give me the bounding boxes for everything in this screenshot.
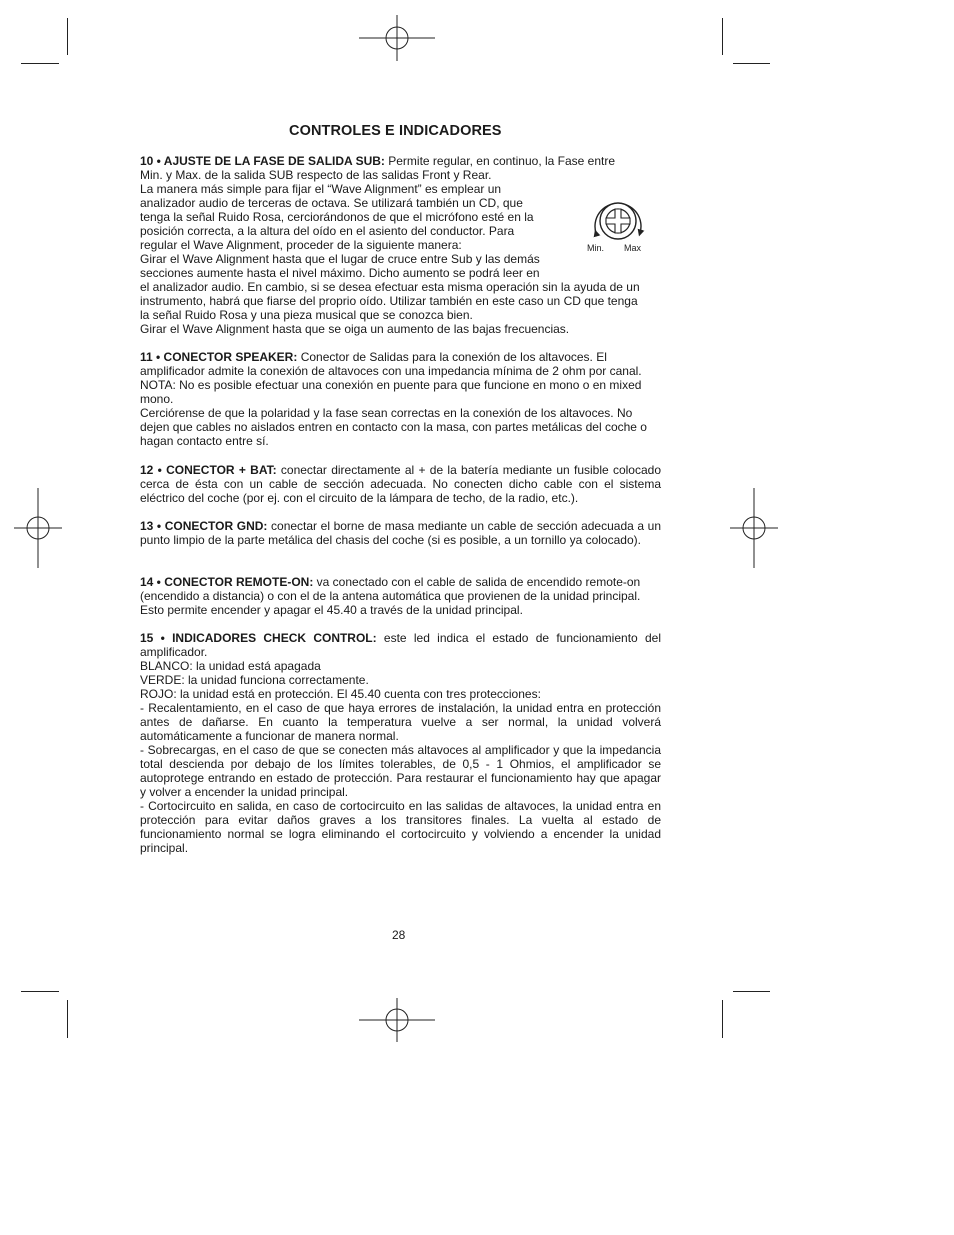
section-10-line: regular el Wave Alignment, proceder de la siguiente manera: <box>140 238 462 252</box>
section-12 <box>140 463 661 505</box>
section-13-heading: 13 • CONECTOR GND: <box>140 519 268 533</box>
section-11-paragraph: Cerciórense de que la polaridad y la fase sean correctas en la conexión de los altavoces. No dejen que cables no aislados entren en contacto con la masa, con partes metálicas del coche o hagan contacto entre sí. <box>140 406 647 448</box>
section-11-paragraph: 11 • CONECTOR SPEAKER: Conector de Salidas para la conexión de los altavoces. El amplificador admite la conexión de altavoces con una impedancia mínima de 2 ohm por canal. <box>140 350 642 378</box>
section-10-line: Girar el Wave Alignment hasta que el lugar de cruce entre Sub y las demás <box>140 252 540 266</box>
registration-mark-left <box>14 488 62 568</box>
section-10-line: posición correcta, a la altura del oído en el asiento del conductor. Para <box>140 224 515 238</box>
section-12-paragraph: 12 • CONECTOR + BAT: conectar directamente al + de la batería mediante un fusible colocado cerca de ésta con un cable de sección adecuada. No conecten dicho cable con el sistema eléctrico del coche (por ej. con el circuito de la lámpara de techo, de la radio, etc.). <box>140 463 662 505</box>
section-10-line: analizador audio de terceras de octava. Se utilizará también un CD, que <box>140 196 523 210</box>
section-11 <box>140 350 661 448</box>
section-15 <box>140 631 661 855</box>
crop-mark <box>67 1000 68 1038</box>
crop-mark <box>722 18 723 55</box>
crop-mark <box>733 63 770 64</box>
section-10-line: instrumento, habrá que fiarse del proprio oído. Utilizar también en este caso un CD que tenga <box>140 294 638 308</box>
crop-mark <box>67 18 68 55</box>
section-13 <box>140 519 661 547</box>
knob-icon <box>583 195 653 257</box>
knob-min-label: Min. <box>587 243 605 253</box>
status-green: VERDE: la unidad funciona correctamente. <box>140 673 369 687</box>
registration-mark-right <box>730 488 778 568</box>
section-14-heading: 14 • CONECTOR REMOTE-ON: <box>140 575 314 589</box>
section-13-paragraph: 13 • CONECTOR GND: conectar el borne de masa mediante un cable de sección adecuada a un punto limpio de la parte metálica del chasis del coche (si es posible, a un tornillo ya colocado). <box>140 519 662 547</box>
section-10-line: La manera más simple para fijar el “Wave Alignment” es emplear un <box>140 182 502 196</box>
page-title: CONTROLES E INDICADORES <box>289 123 502 139</box>
phase-knob-illustration <box>583 195 653 257</box>
section-15-heading: 15 • INDICADORES CHECK CONTROL: <box>140 631 377 645</box>
crop-mark <box>21 991 59 992</box>
knob-max-label: Max <box>624 243 642 253</box>
section-10-line: Min. y Max. de la salida SUB respecto de las salidas Front y Rear. <box>140 168 492 182</box>
section-11-note: NOTA: No es posible efectuar una conexión en puente para que funcione en mono o en mixed mono. <box>140 378 642 406</box>
section-10-line: Girar el Wave Alignment hasta que se oiga un aumento de las bajas frecuencias. <box>140 322 570 336</box>
section-14-paragraph: 14 • CONECTOR REMOTE-ON: va conectado con el cable de salida de encendido remote-on (encendido a distancia) o con el de la antena automática que provienen de la unidad principal. Esto permite encender y apagar el 45.40 a través de la unidad principal. <box>140 575 641 617</box>
section-10-line: secciones aumente hasta el nivel máximo. Dicho aumento se podrá leer en <box>140 266 540 280</box>
protection-overheat: - Recalentamiento, en el caso de que haya errores de instalación, la unidad entra en protección antes de dañarse. En cuanto la temperatura vuelve a ser normal, la unidad volverá automáticamente a funcionar de manera normal. <box>140 701 661 743</box>
protection-short-circuit: - Cortocircuito en salida, en caso de cortocircuito en las salidas de altavoces, la unidad entra en protección para evitar daños graves a los transitores finales. La vuelta al estado de funcionamiento normal se logra eliminando el cortocircuito y volviendo a encender la unidad principal. <box>140 799 661 855</box>
crop-mark <box>21 63 59 64</box>
protection-overload: - Sobrecargas, en el caso de que se conecten más altavoces al amplificador y que la impedancia total descienda por debajo de los límites tolerables, de 0,5 - 1 Ohmios, el amplificador se autoprotege entrando en estado de protección. Para restaurar el funcionamiento hay que apagar y volver a encender la unidad principal. <box>140 743 661 799</box>
section-10-line: la señal Ruido Rosa y una pieza musical que se conozca bien. <box>140 308 473 322</box>
section-11-heading: 11 • CONECTOR SPEAKER: <box>140 350 298 364</box>
section-12-heading: 12 • CONECTOR + BAT: <box>140 463 277 477</box>
status-red: ROJO: la unidad está en protección. El 45.40 cuenta con tres protecciones: <box>140 687 541 701</box>
section-14 <box>140 575 661 617</box>
registration-mark-top <box>359 15 435 61</box>
section-10-line: 10 • AJUSTE DE LA FASE DE SALIDA SUB: Permite regular, en continuo, la Fase entre <box>140 154 616 168</box>
status-white: BLANCO: la unidad está apagada <box>140 659 321 673</box>
section-10-line: el analizador audio. En cambio, si se desea efectuar esta misma operación sin la ayuda de un <box>140 280 640 294</box>
page-number: 28 <box>392 928 406 942</box>
crop-mark <box>722 1000 723 1038</box>
section-10-line: tenga la señal Ruido Rosa, cerciorándonos de que el micrófono esté en la <box>140 210 534 224</box>
crop-mark <box>733 991 770 992</box>
section-10-heading: 10 • AJUSTE DE LA FASE DE SALIDA SUB: <box>140 154 385 168</box>
section-15-paragraph: 15 • INDICADORES CHECK CONTROL: este led indica el estado de funcionamiento del amplificador. <box>140 631 661 659</box>
registration-mark-bottom <box>359 998 435 1042</box>
